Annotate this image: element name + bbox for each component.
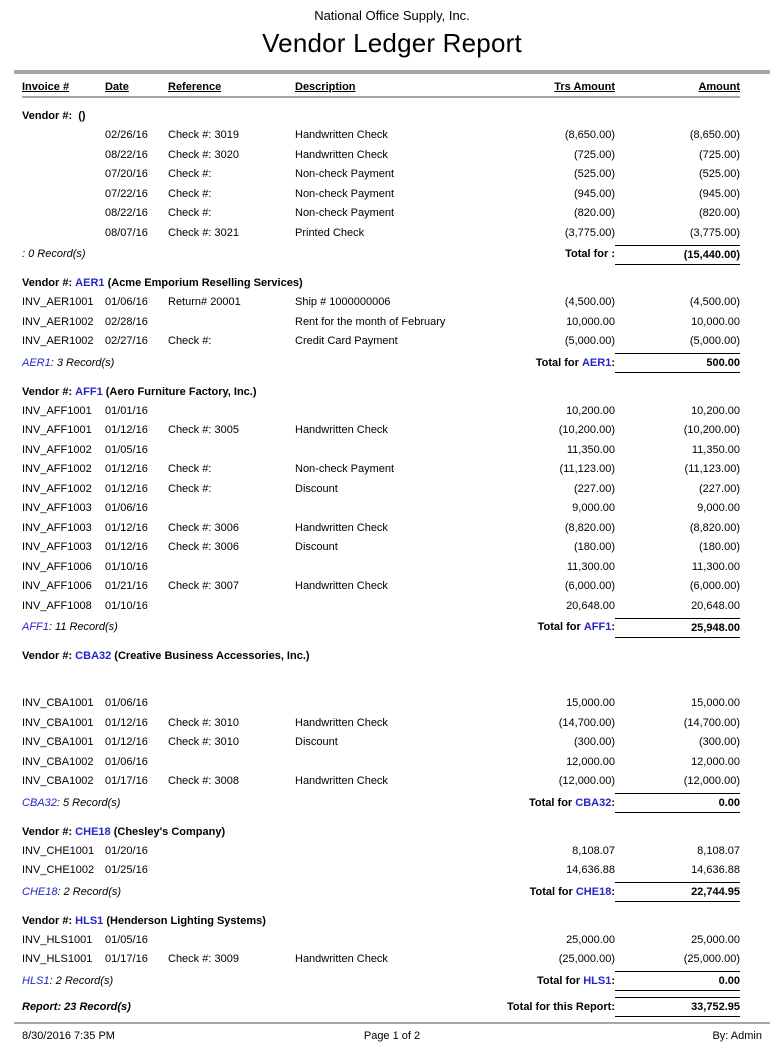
cell-date: 08/22/16 [105, 207, 148, 219]
vendor-records [22, 885, 465, 900]
table-row [22, 842, 740, 862]
cell-amount: 11,300.00 [691, 560, 740, 573]
cell-invoice: INV_AFF1008 [22, 599, 92, 612]
cell-invoice: INV_AER1002 [22, 315, 94, 328]
cell-description: Non-check Payment [295, 463, 395, 475]
vendor-total-code: HLS1 [583, 974, 612, 987]
cell-invoice: INV_CHE1001 [22, 844, 95, 857]
cell-date: 01/17/16 [105, 953, 148, 965]
cell-date: 02/28/16 [105, 315, 148, 328]
table-row [22, 293, 740, 313]
cell-date: 01/12/16 [105, 521, 148, 534]
table-row [22, 950, 740, 970]
table-row [22, 519, 740, 539]
report-records: Report: 23 Record(s) [22, 1000, 131, 1013]
vendor-rows [22, 842, 740, 881]
total-colon: : [611, 796, 615, 809]
cell-amount: (525.00) [699, 168, 740, 180]
column-header-trs-amount: Trs Amount [554, 81, 615, 93]
cell-description: Discount [295, 736, 338, 748]
cell-trs-amount: 10,200.00 [566, 404, 615, 417]
cell-trs-amount: (4,500.00) [564, 296, 615, 308]
vendor-records-code: CBA32 [22, 796, 57, 809]
cell-invoice: INV_AFF1002 [22, 443, 92, 456]
vendor-code: HLS1 [72, 914, 104, 927]
total-for-text: Total for [536, 974, 584, 987]
cell-trs-amount: (10,200.00) [558, 424, 615, 436]
cell-date: 01/05/16 [105, 443, 148, 456]
table-row [22, 146, 740, 166]
footer-page-number: Page 1 of 2 [363, 1030, 421, 1042]
vendor-total-row [22, 617, 740, 638]
cell-reference: Check #: 3010 [168, 716, 239, 729]
cell-amount: (6,000.00) [689, 580, 740, 592]
cell-invoice: INV_AFF1001 [22, 404, 92, 417]
cell-date: 01/25/16 [105, 864, 148, 876]
column-header-invoice: Invoice # [22, 81, 70, 93]
vendor-rows [22, 931, 740, 970]
table-row [22, 931, 740, 951]
vendor-total-label [465, 796, 615, 811]
cell-reference: Check #: [168, 482, 212, 495]
total-colon: : [611, 885, 615, 898]
cell-amount: 11,350.00 [691, 443, 740, 456]
vendor-total-code: CBA32 [575, 796, 612, 809]
cell-reference: Check #: 3005 [168, 424, 239, 436]
cell-amount: 10,200.00 [691, 404, 740, 417]
vendor-code: CBA32 [72, 650, 112, 662]
vendor-total-label [465, 974, 615, 989]
cell-invoice: INV_AER1002 [22, 335, 94, 347]
cell-amount: (8,820.00) [689, 521, 740, 534]
cell-invoice: INV_AFF1003 [22, 541, 92, 553]
cell-invoice: INV_AFF1003 [22, 502, 92, 514]
vendor-total-code: AER1 [581, 356, 612, 369]
cell-description: Handwritten Check [295, 424, 388, 436]
vendor-label: Vendor #: [22, 825, 73, 838]
vendor-group [22, 914, 740, 992]
cell-trs-amount: 15,000.00 [566, 697, 615, 709]
vendor-total-amount: 0.00 [615, 971, 740, 991]
cell-invoice: INV_AFF1002 [22, 463, 92, 475]
cell-date: 01/10/16 [105, 599, 148, 612]
cell-reference: Check #: [168, 207, 212, 219]
table-row [22, 402, 740, 422]
cell-invoice: INV_CBA1001 [22, 736, 94, 748]
table-row [22, 753, 740, 773]
vendor-total-amount: 22,744.95 [615, 882, 740, 902]
vendor-name: (Creative Business Accessories, Inc.) [111, 650, 310, 662]
cell-amount: 20,648.00 [691, 599, 740, 612]
table-row [22, 558, 740, 578]
cell-date: 01/12/16 [105, 541, 148, 553]
cell-description: Handwritten Check [295, 953, 388, 965]
vendor-name: (Aero Furniture Factory, Inc.) [102, 385, 257, 398]
cell-reference: Check #: 3006 [168, 541, 239, 553]
vendor-name: () [75, 110, 86, 122]
cell-date: 01/17/16 [105, 775, 148, 787]
vendor-total-label [465, 885, 615, 900]
cell-amount: 14,636.88 [691, 864, 740, 876]
column-header-amount: Amount [698, 81, 740, 93]
vendor-records-code: AFF1 [22, 621, 49, 633]
cell-reference: Check #: [168, 187, 212, 200]
cell-amount: (12,000.00) [683, 775, 740, 787]
cell-reference: Check #: 3008 [168, 775, 239, 787]
cell-trs-amount: 8,108.07 [572, 844, 615, 857]
total-colon: : [611, 248, 615, 260]
cell-date: 01/05/16 [105, 933, 148, 946]
cell-description: Rent for the month of February [295, 315, 446, 328]
vendor-name: (Chesley's Company) [110, 825, 226, 838]
vendor-total-code: AFF1 [583, 621, 612, 633]
cell-trs-amount: (5,000.00) [564, 335, 615, 347]
page-footer [14, 1022, 770, 1042]
cell-description: Handwritten Check [295, 580, 388, 592]
cell-trs-amount: (3,775.00) [564, 226, 615, 239]
vendor-header [22, 385, 740, 400]
cell-trs-amount: (25,000.00) [558, 953, 615, 965]
cell-description: Credit Card Payment [295, 335, 398, 347]
cell-trs-amount: (8,650.00) [564, 129, 615, 141]
vendor-total-label [465, 356, 615, 371]
ledger-table [22, 74, 740, 1018]
cell-invoice: INV_HLS1001 [22, 953, 93, 965]
vendor-label: Vendor #: [22, 110, 73, 122]
vendor-group [22, 109, 740, 265]
cell-trs-amount: (6,000.00) [564, 580, 615, 592]
column-header-reference: Reference [168, 81, 222, 93]
vendor-records [22, 620, 465, 635]
cell-reference: Check #: 3006 [168, 521, 239, 534]
cell-date: 01/10/16 [105, 560, 148, 573]
cell-date: 01/12/16 [105, 736, 148, 748]
cell-description: Non-check Payment [295, 187, 395, 200]
table-row [22, 538, 740, 558]
vendor-total-amount: 0.00 [615, 793, 740, 813]
cell-invoice: INV_AER1001 [22, 296, 94, 308]
cell-amount: (5,000.00) [689, 335, 740, 347]
cell-date: 01/12/16 [105, 463, 148, 475]
cell-amount: (11,123.00) [684, 463, 740, 475]
total-for-text: Total for [535, 356, 582, 369]
table-row [22, 332, 740, 352]
cell-description: Handwritten Check [295, 775, 388, 787]
vendor-total-amount: 500.00 [615, 353, 740, 373]
vendor-total-row [22, 244, 740, 265]
cell-amount: (227.00) [699, 482, 740, 495]
cell-reference: Check #: 3020 [168, 148, 239, 161]
vendor-group [22, 649, 740, 814]
cell-amount: 25,000.00 [691, 933, 740, 946]
cell-description: Printed Check [295, 226, 365, 239]
total-for-text: Total for [529, 796, 576, 809]
cell-invoice: INV_CBA1001 [22, 716, 94, 729]
table-row [22, 165, 740, 185]
vendor-header [22, 109, 740, 124]
vendor-label: Vendor #: [22, 277, 73, 289]
vendor-label: Vendor #: [22, 914, 73, 927]
report-total-row [22, 997, 740, 1018]
cell-invoice: INV_CBA1001 [22, 697, 94, 709]
cell-date: 01/12/16 [105, 424, 148, 436]
cell-date: 01/21/16 [105, 580, 148, 592]
total-for-text: Total for [537, 621, 584, 633]
table-row [22, 480, 740, 500]
table-row [22, 577, 740, 597]
table-row [22, 204, 740, 224]
total-for-text: Total for [565, 248, 612, 260]
cell-amount: 12,000.00 [691, 755, 740, 768]
cell-trs-amount: 11,350.00 [566, 443, 615, 456]
column-header-description: Description [295, 81, 356, 93]
table-row [22, 733, 740, 753]
table-row [22, 441, 740, 461]
cell-date: 01/12/16 [105, 482, 148, 495]
cell-invoice: INV_CBA1002 [22, 775, 94, 787]
vendor-name: (Henderson Lighting Systems) [103, 914, 266, 927]
cell-reference: Check #: [168, 335, 212, 347]
vendor-total-row [22, 971, 740, 992]
cell-amount: 15,000.00 [691, 697, 740, 709]
column-header-row [22, 74, 740, 98]
cell-date: 08/22/16 [105, 148, 148, 161]
report-total-label: Total for this Report: [507, 1000, 615, 1013]
cell-amount: 8,108.07 [697, 844, 740, 857]
cell-description: Handwritten Check [295, 129, 388, 141]
vendor-header [22, 914, 740, 929]
vendor-code: AFF1 [72, 385, 103, 398]
cell-invoice: INV_AFF1006 [22, 560, 92, 573]
cell-reference: Check #: 3009 [168, 953, 239, 965]
vendor-group [22, 385, 740, 639]
vendor-label: Vendor #: [22, 385, 73, 398]
cell-date: 01/12/16 [105, 716, 148, 729]
cell-description: Discount [295, 541, 338, 553]
cell-amount: (945.00) [699, 187, 740, 200]
cell-amount: (820.00) [699, 207, 740, 219]
cell-date: 07/22/16 [105, 187, 148, 200]
cell-description: Handwritten Check [295, 148, 388, 161]
cell-trs-amount: 11,300.00 [566, 560, 615, 573]
cell-amount: 9,000.00 [697, 502, 740, 514]
vendor-rows [22, 694, 740, 792]
cell-trs-amount: (227.00) [574, 482, 615, 495]
cell-invoice: INV_AFF1002 [22, 482, 92, 495]
table-row [22, 185, 740, 205]
cell-trs-amount: (14,700.00) [558, 716, 615, 729]
cell-amount: (25,000.00) [683, 953, 740, 965]
vendor-total-row [22, 353, 740, 374]
cell-amount: (3,775.00) [689, 226, 740, 239]
vendor-records-text: : 11 Record(s) [48, 621, 118, 633]
cell-date: 01/01/16 [105, 404, 148, 417]
cell-amount: 10,000.00 [691, 315, 740, 328]
cell-amount: (10,200.00) [683, 424, 740, 436]
cell-description: Handwritten Check [295, 716, 388, 729]
table-row [22, 597, 740, 617]
cell-date: 07/20/16 [105, 168, 148, 180]
vendor-rows [22, 402, 740, 617]
footer-user: By: Admin [712, 1030, 762, 1042]
cell-trs-amount: (820.00) [574, 207, 615, 219]
vendor-header [22, 649, 740, 664]
cell-trs-amount: 25,000.00 [566, 933, 615, 946]
total-colon: : [611, 356, 615, 369]
vendor-records [22, 247, 465, 262]
table-row [22, 772, 740, 792]
total-colon: : [611, 621, 615, 633]
table-row [22, 126, 740, 146]
cell-amount: (4,500.00) [689, 296, 740, 308]
cell-trs-amount: (11,123.00) [559, 463, 615, 475]
vendor-header [22, 276, 740, 291]
vendor-total-row [22, 793, 740, 814]
cell-invoice: INV_CHE1002 [22, 864, 95, 876]
table-row [22, 499, 740, 519]
vendor-group [22, 276, 740, 374]
vendor-records-text: : 2 Record(s) [49, 974, 114, 987]
vendor-group [22, 825, 740, 903]
vendor-total-row [22, 882, 740, 903]
cell-trs-amount: (180.00) [574, 541, 615, 553]
cell-reference: Check #: 3007 [168, 580, 239, 592]
report-total-amount: 33,752.95 [615, 997, 740, 1017]
vendor-records-text: : 0 Record(s) [22, 248, 86, 260]
vendor-records-code: AER1 [22, 356, 51, 369]
vendor-records-text: : 5 Record(s) [56, 796, 121, 809]
company-name: National Office Supply, Inc. [314, 8, 470, 23]
vendor-records [22, 796, 465, 811]
table-row [22, 224, 740, 244]
vendor-name: (Acme Emporium Reselling Services) [104, 277, 303, 289]
cell-date: 02/26/16 [105, 129, 148, 141]
cell-description: Non-check Payment [295, 168, 395, 180]
cell-reference: Check #: 3019 [168, 129, 239, 141]
cell-date: 01/06/16 [105, 755, 148, 768]
cell-amount: (14,700.00) [683, 716, 740, 729]
cell-reference: Check #: [168, 168, 212, 180]
cell-invoice: INV_AFF1003 [22, 521, 92, 534]
cell-invoice: INV_CBA1002 [22, 755, 94, 768]
cell-trs-amount: (8,820.00) [564, 521, 615, 534]
vendor-records-text: : 2 Record(s) [57, 885, 122, 898]
vendor-records [22, 356, 465, 371]
cell-trs-amount: 12,000.00 [566, 755, 615, 768]
vendor-code: AER1 [72, 277, 105, 289]
table-row [22, 460, 740, 480]
cell-trs-amount: 10,000.00 [566, 315, 615, 328]
cell-description: Handwritten Check [295, 521, 388, 534]
cell-date: 01/06/16 [105, 502, 148, 514]
cell-description: Ship # 1000000006 [295, 296, 391, 308]
footer-timestamp: 8/30/2016 7:35 PM [22, 1030, 115, 1042]
cell-trs-amount: 9,000.00 [572, 502, 615, 514]
cell-date: 01/20/16 [105, 844, 148, 857]
table-row [22, 861, 740, 881]
vendor-total-amount: (15,440.00) [615, 245, 740, 265]
cell-date: 02/27/16 [105, 335, 148, 347]
cell-amount: (180.00) [699, 541, 740, 553]
vendor-total-amount: 25,948.00 [615, 618, 740, 638]
column-header-date: Date [105, 81, 129, 93]
cell-date: 08/07/16 [105, 226, 148, 239]
cell-reference: Check #: [168, 463, 212, 475]
cell-invoice: INV_HLS1001 [22, 933, 93, 946]
total-colon: : [611, 974, 615, 987]
vendor-code: CHE18 [72, 825, 111, 838]
vendor-total-label [465, 620, 615, 635]
cell-trs-amount: (725.00) [574, 148, 615, 161]
vendor-groups [22, 109, 740, 992]
cell-amount: (8,650.00) [689, 129, 740, 141]
cell-reference: Return# 20001 [168, 296, 241, 308]
cell-description: Discount [295, 482, 338, 495]
vendor-total-code: CHE18 [575, 885, 612, 898]
cell-amount: (725.00) [699, 148, 740, 161]
cell-invoice: INV_AFF1006 [22, 580, 92, 592]
cell-reference: Check #: 3010 [168, 736, 239, 748]
vendor-header [22, 825, 740, 840]
vendor-rows [22, 293, 740, 352]
vendor-records [22, 974, 465, 989]
vendor-rows [22, 126, 740, 243]
cell-trs-amount: (300.00) [574, 736, 615, 748]
cell-description: Non-check Payment [295, 207, 395, 219]
vendor-records-code: CHE18 [22, 885, 58, 898]
table-row [22, 694, 740, 714]
cell-reference: Check #: 3021 [168, 226, 239, 239]
table-row [22, 313, 740, 333]
total-for-text: Total for [529, 885, 576, 898]
table-row [22, 421, 740, 441]
cell-trs-amount: 20,648.00 [566, 599, 615, 612]
report-title: Vendor Ledger Report [262, 28, 522, 58]
cell-date: 01/06/16 [105, 697, 148, 709]
cell-trs-amount: 14,636.88 [566, 864, 615, 876]
vendor-records-code: HLS1 [22, 974, 50, 987]
vendor-label: Vendor #: [22, 650, 73, 662]
vendor-total-label [465, 247, 615, 262]
cell-amount: (300.00) [699, 736, 740, 748]
vendor-records-text: : 3 Record(s) [50, 356, 115, 369]
cell-trs-amount: (945.00) [574, 187, 615, 200]
cell-trs-amount: (12,000.00) [558, 775, 615, 787]
cell-date: 01/06/16 [105, 296, 148, 308]
cell-trs-amount: (525.00) [574, 168, 615, 180]
cell-invoice: INV_AFF1001 [22, 424, 92, 436]
table-row [22, 714, 740, 734]
